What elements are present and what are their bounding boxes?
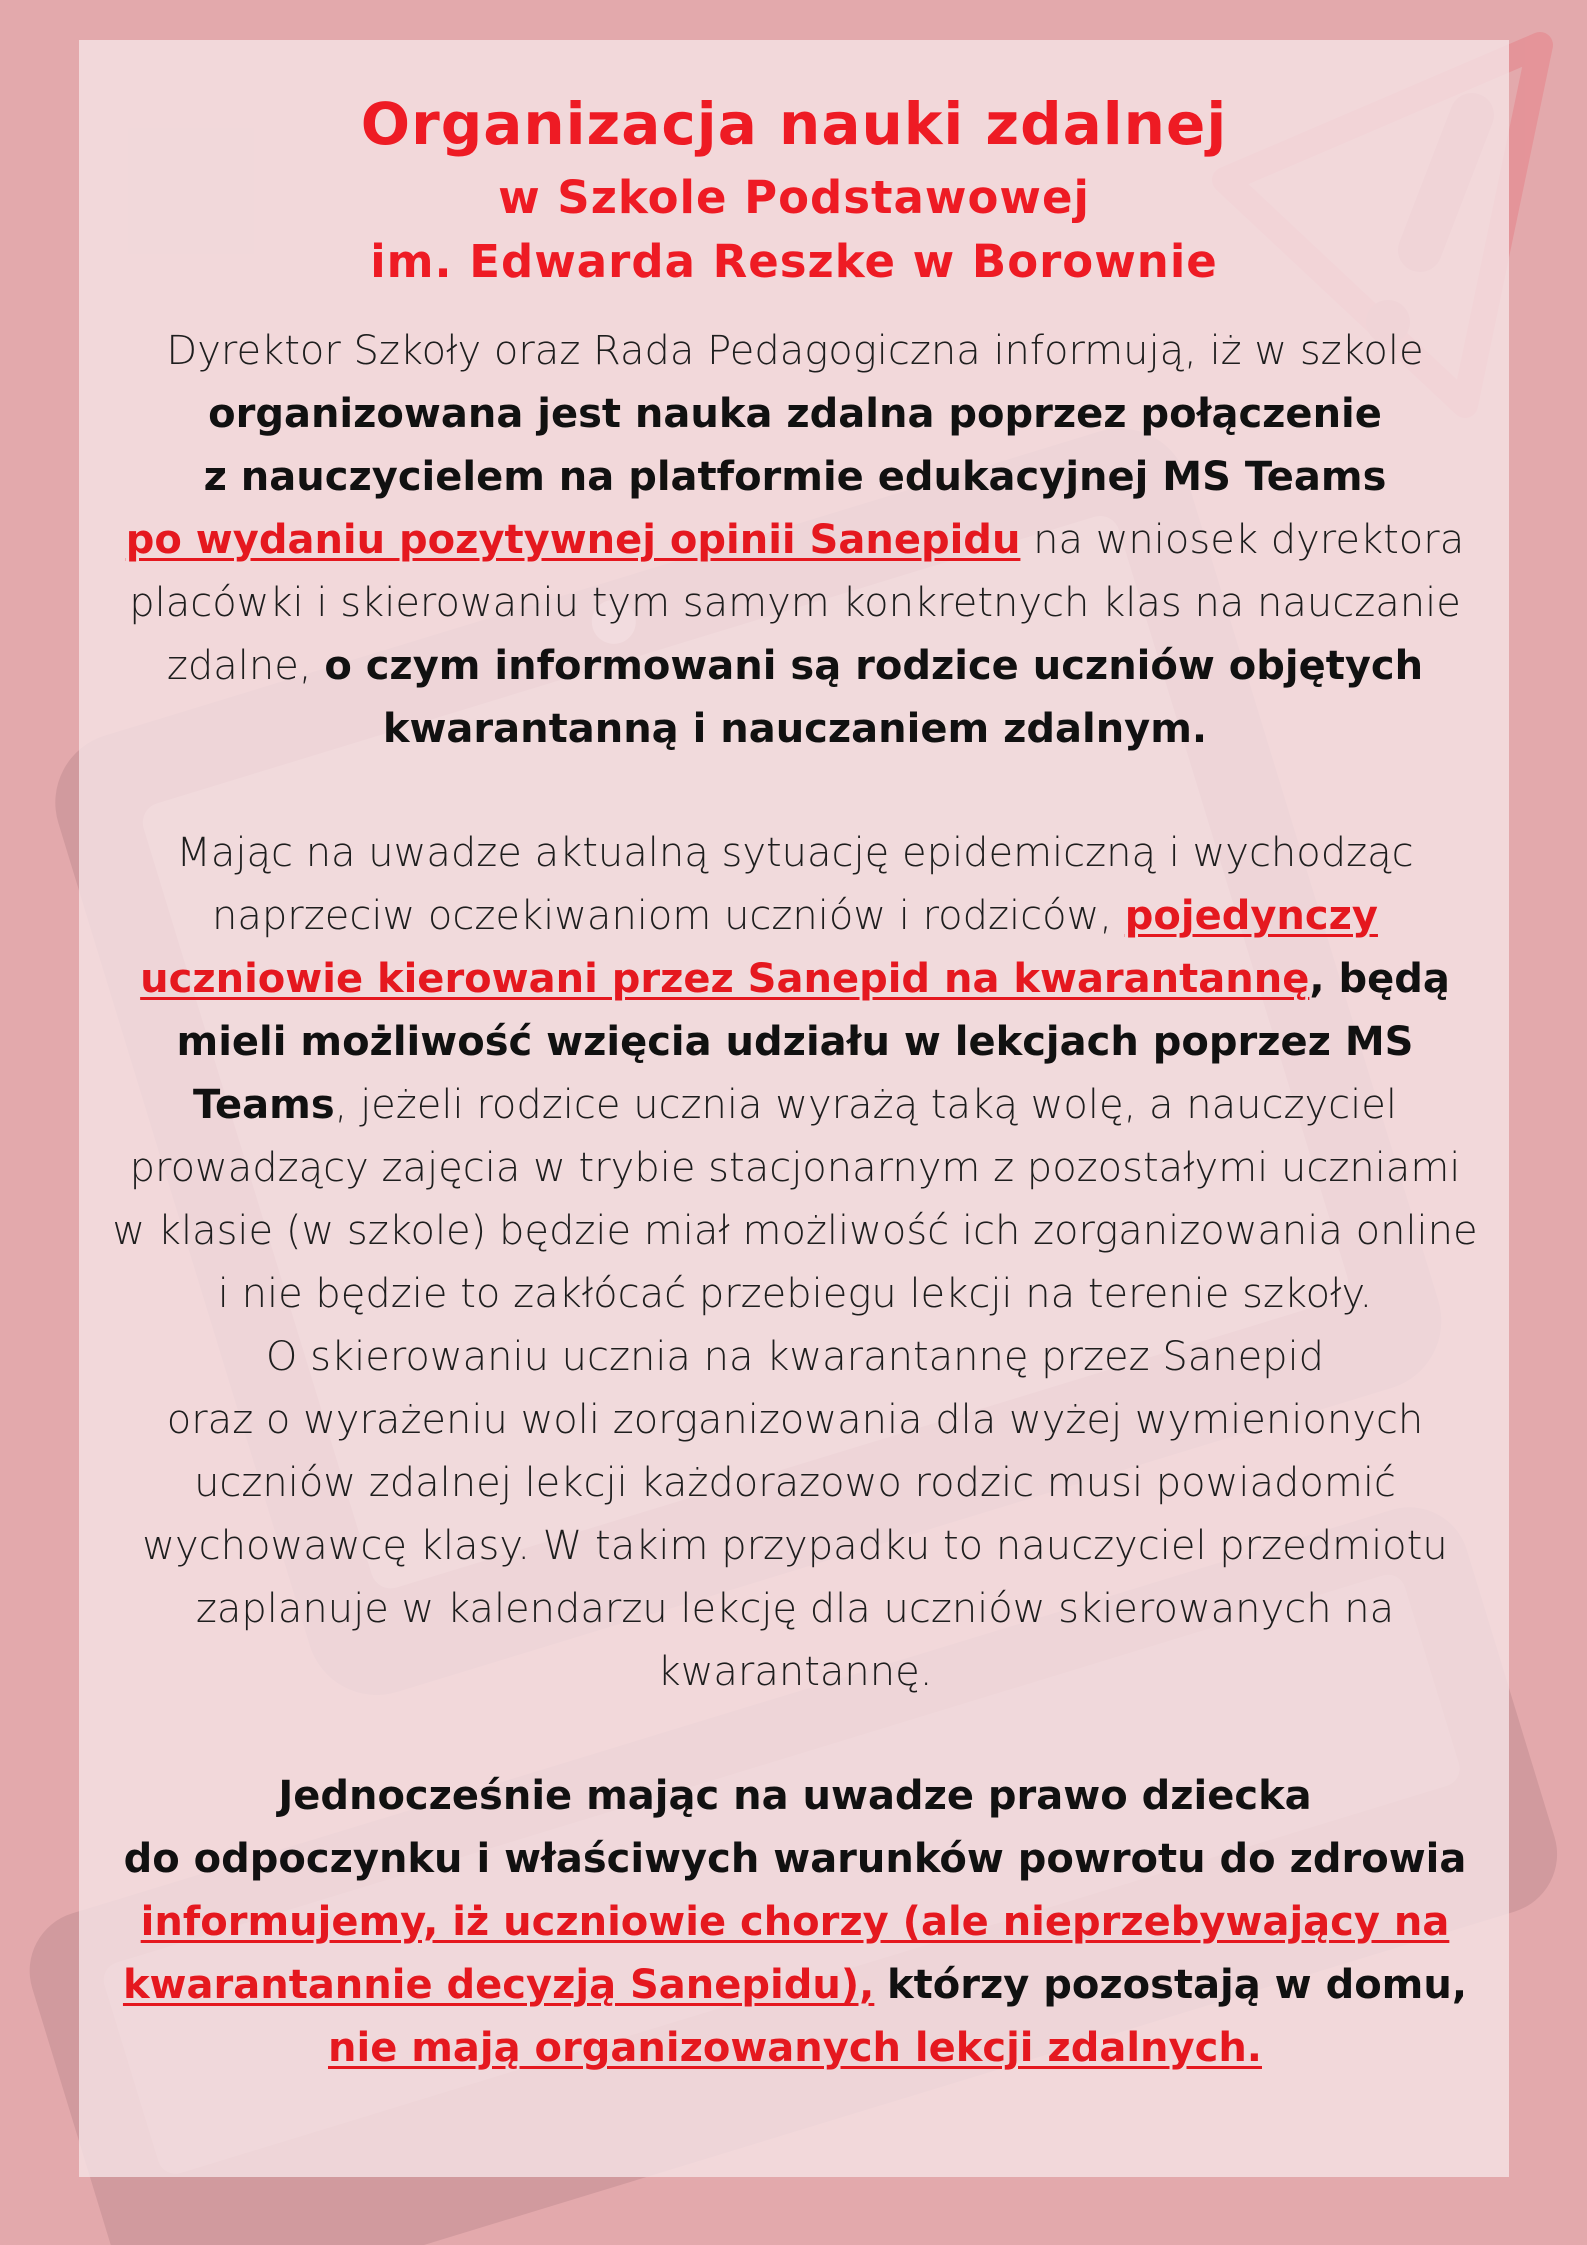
p2-notify-2: oraz o wyrażeniu woli zorganizowania dla wyżej wymienionych uczniów zdalnej lekcji każdorazowo rodzic musi powiadomić wychowawcę klasy. W takim przypadku to nauczyciel przedmiotu zaplanuje w kalendarzu lekcję dla uczniów skierowanych na kwarantannę. xyxy=(142,1397,1448,1695)
title-line-3: im. Edwarda Reszke w Borownie xyxy=(370,235,1218,288)
paragraph-sick-students xyxy=(110,1765,1480,2080)
page-title xyxy=(79,82,1509,294)
p1-intro: Dyrektor Szkoły oraz Rada Pedagogiczna informują, iż w szkole xyxy=(166,328,1424,374)
p2-text: , jeżeli rodzice ucznia wyrażą taką wolę, a nauczyciel prowadzący zajęcia w trybie stacjonarnym z pozostałymi uczniami w klasie (w szkole) będzie miał możliwość ich zorganizowania online i nie będzie to zakłócać przebiegu lekcji na terenie szkoły. xyxy=(112,1082,1478,1317)
p2-red-highlight: pojedynczy uczniowie kierowani przez Sanepid na kwarantannę xyxy=(140,893,1378,1002)
title-line-2: w Szkole Podstawowej xyxy=(498,171,1090,224)
p1-bold-2: z nauczycielem na platformie edukacyjnej MS Teams xyxy=(203,454,1387,500)
paragraph-remote-learning xyxy=(110,320,1480,761)
p3-bold-2: do odpoczynku i właściwych warunków powrotu do zdrowia xyxy=(123,1836,1467,1882)
title-line-1: Organizacja nauki zdalnej xyxy=(360,90,1228,158)
p1-bold-1: organizowana jest nauka zdalna poprzez połączenie xyxy=(208,391,1382,437)
p1-text: na wniosek dyrektora placówki i skierowaniu tym samym konkretnych klas na nauczanie zdalne, xyxy=(129,517,1465,689)
p3-bold-3: którzy pozostają w domu, xyxy=(887,1962,1468,2008)
p1-red-highlight: po wydaniu pozytywnej opinii Sanepidu xyxy=(125,517,1021,563)
paragraph-quarantine xyxy=(110,822,1480,1704)
p3-red-highlight-2: nie mają organizowanych lekcji zdalnych. xyxy=(328,2025,1262,2071)
p1-bold-3: o czym informowani są rodzice uczniów objętych kwarantanną i nauczaniem zdalnym. xyxy=(324,643,1424,752)
p2-intro: Mając na uwadze aktualną sytuację epidemiczną i wychodząc naprzeciw oczekiwaniom uczniów i rodziców, xyxy=(176,830,1414,939)
p2-bold: , będą mieli możliwość wzięcia udziału w lekcjach poprzez MS Teams xyxy=(176,956,1450,1128)
p2-notify-1: O skierowaniu ucznia na kwarantannę przez Sanepid xyxy=(265,1334,1325,1380)
p3-red-highlight-1: informujemy, iż uczniowie chorzy (ale nieprzebywający na kwarantannie decyzją Sanepidu), xyxy=(122,1899,1450,2008)
p3-bold-1: Jednocześnie mając na uwadze prawo dziecka xyxy=(278,1773,1312,1819)
